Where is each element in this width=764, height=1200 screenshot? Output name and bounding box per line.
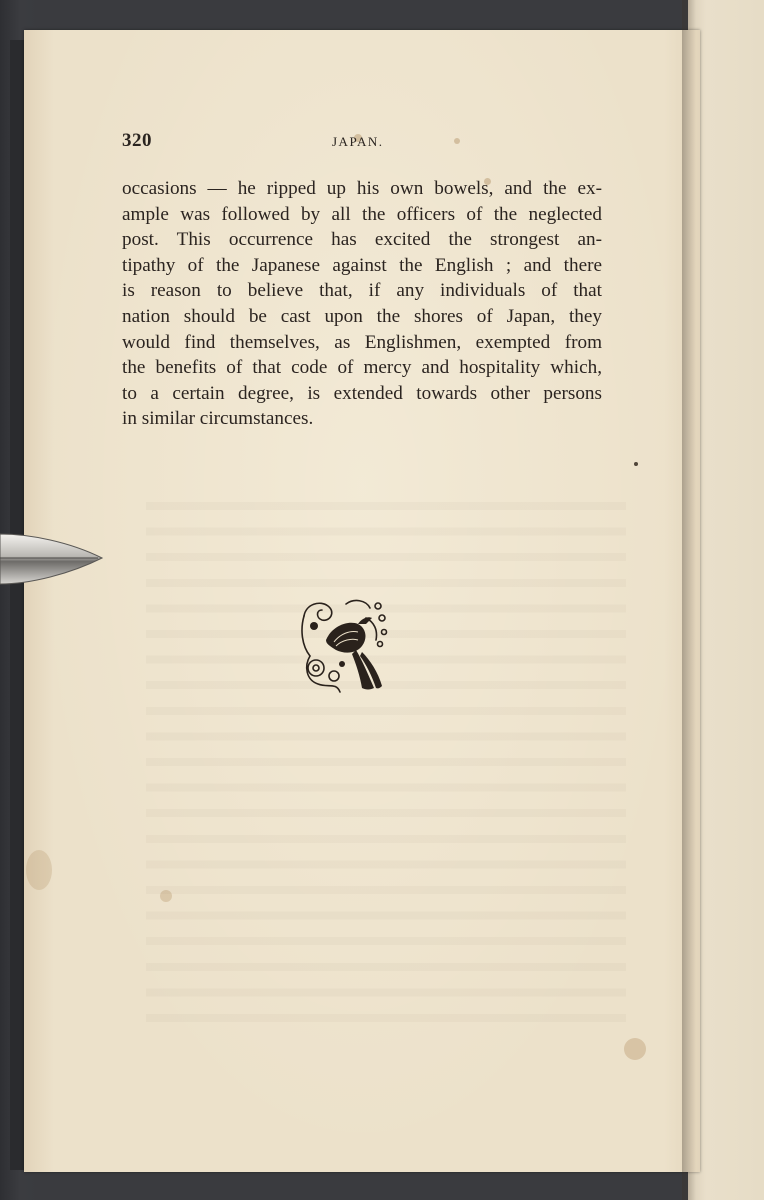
running-head bbox=[122, 130, 602, 154]
gutter-shadow bbox=[682, 0, 696, 1200]
bird-foliage-tailpiece-icon bbox=[296, 596, 392, 696]
text-line: is reason to believe that, if any individuals of that bbox=[122, 280, 602, 302]
text-line: would find themselves, as Englishmen, exempted from bbox=[122, 331, 602, 353]
text-line: the benefits of that code of mercy and hospitality which, bbox=[122, 357, 602, 379]
text-line: in similar circumstances. bbox=[122, 408, 314, 430]
text-line: occasions — he ripped up his own bowels, and the ex- bbox=[122, 178, 602, 199]
text-line: to a certain degree, is extended towards other persons bbox=[122, 382, 602, 404]
running-title: JAPAN. bbox=[332, 134, 384, 149]
text-line: tipathy of the Japanese against the English ; and there bbox=[122, 254, 602, 276]
text-line: post. This occurrence has excited the strongest an- bbox=[122, 229, 602, 251]
foxing-spot bbox=[624, 1038, 646, 1060]
body-text bbox=[122, 176, 602, 432]
page-number: 320 bbox=[122, 130, 152, 151]
text-line: nation should be cast upon the shores of Japan, they bbox=[122, 305, 602, 327]
metal-page-pointer-icon bbox=[0, 528, 104, 588]
text-line: ample was followed by all the officers of the neglected bbox=[122, 203, 602, 225]
bleed-through-text bbox=[146, 490, 626, 1030]
ink-speck bbox=[634, 462, 638, 466]
foxing-spot bbox=[26, 850, 52, 890]
